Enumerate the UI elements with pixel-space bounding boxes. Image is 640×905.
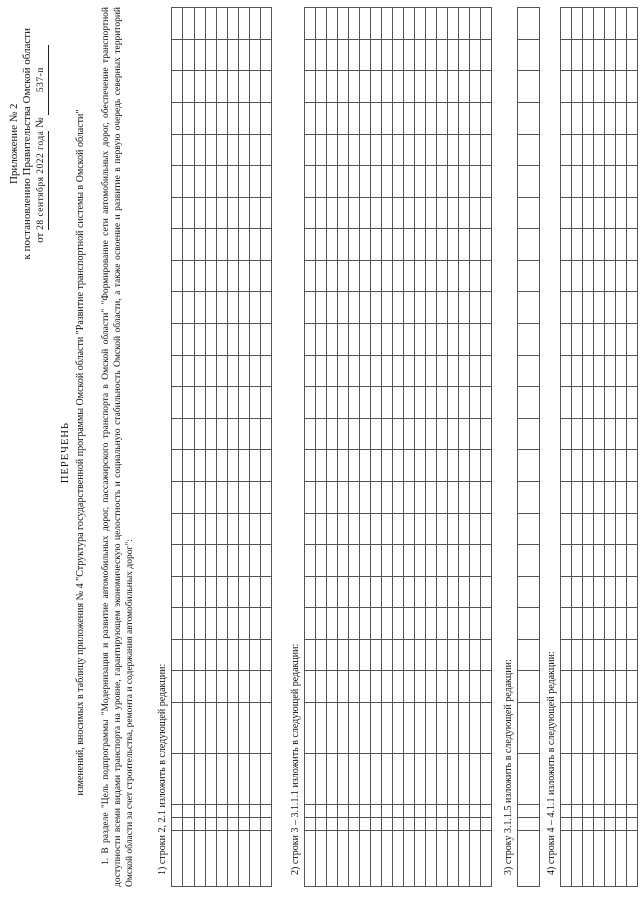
attachment-header xyxy=(8,28,49,259)
section-3-table xyxy=(517,7,540,887)
attachment-date-line: от 28 сентября 2022 года № 537-п xyxy=(34,28,49,259)
section-4-table xyxy=(560,7,638,887)
document-title: ПЕРЕЧЕНЬ xyxy=(60,421,71,484)
section-2-table xyxy=(304,7,492,887)
section-1-label: 1) строки 2, 2.1 изложить в следующей редакции: xyxy=(157,663,168,875)
section-4-label: 4) строки 4 – 4.1.1 изложить в следующей редакции: xyxy=(546,651,557,875)
section-2-label: 2) строки 3 – 3.1.1.1 изложить в следующей редакции: xyxy=(290,643,301,875)
attachment-resolution: к постановлению Правительства Омской области xyxy=(21,28,33,260)
document-subtitle: изменений, вносимых в таблицу приложения № 4 "Структура государственной программы Омской области "Развитие транспортной системы в Омской области" xyxy=(75,109,86,796)
section-3-label: 3) строку 3.1.1.5 изложить в следующей редакции: xyxy=(503,659,514,875)
section-1-table xyxy=(171,7,272,887)
resolution-date: 28 сентября 2022 года xyxy=(35,131,49,230)
attachment-number: Приложение № 2 xyxy=(8,103,20,185)
intro-paragraph: 1. В разделе "Цель подпрограммы "Модернизация и развитие автомобильных дорог, пассажирского транспорта в Омской области" "Формирование сети автомобильных дорог, обеспечение транспортной доступности всеми видами транспорта на уровне, гарантирующем экономическую целостность и социальную стабильность Омской области, а также освоение и развитие в первую очередь северных территорий Омской области за счет строительства, ремонта и содержания автомобильных дорог": xyxy=(101,7,135,887)
resolution-number: 537-п xyxy=(35,45,49,115)
